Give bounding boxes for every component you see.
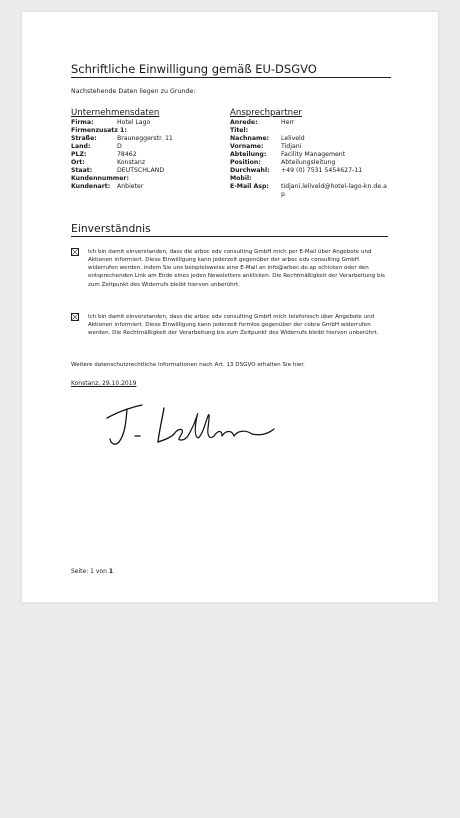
field-value: Brauneggerstr. 11 [117,134,173,142]
field-label: Straße: [71,134,97,142]
field-label: Staat: [71,166,93,174]
field-value: +49 (0) 7531 5454627-11 [281,166,363,174]
field-label: Abteilung: [230,150,267,158]
contact-field-row [230,135,390,143]
company-field-row [71,143,213,151]
company-field-row [71,183,213,191]
document-page [22,12,438,602]
consent-phone-text: Ich bin damit einverstanden, dass die arboc edv consulting GmbH mich telefonisch über Angebote und Aktionen informiert. Diese Einwilligung kann jederzeit formlos gegenüber der cobra GmbH widerrufen werden. Die Rechtmäßigkeit der Verarbeitung bis zum Zeitpunkt des Widerrufs bleibt hiervon unberührt. [88,314,379,337]
place-date: Konstanz, 29.10.2019 [71,380,137,387]
field-value: Leliveld [281,134,305,142]
field-label: Ort: [71,158,85,166]
field-label: PLZ: [71,150,87,158]
field-value: Herr [281,119,295,126]
field-value: Anbieter [117,182,144,190]
field-label: Durchwahl: [230,166,270,174]
contact-field-row [230,119,390,127]
field-label: Position: [230,158,261,166]
field-label: Nachname: [230,134,270,142]
consent-phone-checkbox[interactable] [71,313,79,321]
contact-email-value: tidjani.leliveld@hotel-lago-kn.de.ap [281,182,387,198]
field-label: Anrede: [230,119,258,126]
contact-field-row [230,143,390,151]
field-value [117,175,213,183]
consent-heading: Einverständnis [71,222,388,237]
consent-email-text: Ich bin damit einverstanden, dass die arboc edv consulting GmbH mich per E-Mail über Angebote und Aktionen informiert. Diese Einwilligung kann jederzeit gegenüber der arboc edv consulting GmbH widerrufen werden, indem Sie uns beispielsweise eine E-Mail an info@arboc.de.ap schicken oder den entsprechenden Link am Ende eines jeden Newsletters anklicken. Die Rechtmäßigkeit der Verarbeitung bis zum Zeitpunkt des Widerrufs bleibt hiervon unberührt. [88,249,385,288]
company-data-section [71,108,213,191]
contact-person-heading: Ansprechpartner [230,108,302,118]
field-value: D [117,142,122,150]
contact-field-row [230,151,390,159]
company-field-row [71,127,213,135]
page-number-total: 1 [108,568,113,575]
page-number-label: Seite: 1 von [71,568,107,575]
field-value: Abteilungsleitung [281,158,336,166]
contact-field-row [230,183,390,199]
contact-field-row [230,159,390,167]
field-value: 78462 [117,150,137,158]
field-label: Land: [71,142,91,150]
field-value: Hotel Lago [117,119,151,126]
document-title: Schriftliche Einwilligung gemäß EU-DSGVO [71,62,391,78]
field-value: Tidjani [281,142,302,150]
contact-person-section [230,108,390,199]
contact-field-row [230,167,390,175]
page-footer [71,568,113,576]
field-label: Kundenart: [71,182,111,190]
field-label: Firmenzusatz 1: [71,126,127,134]
field-value: Facility Management [281,150,346,158]
field-value: DEUTSCHLAND [117,166,165,174]
contact-field-row [230,127,390,135]
company-field-row [71,135,213,143]
checkbox-cross-icon [72,314,78,320]
field-value [281,127,390,135]
field-label: Kundennummer: [71,174,129,182]
company-field-row [71,159,213,167]
company-field-row [71,119,213,127]
handwritten-signature [102,396,282,456]
field-label: Titel: [230,126,249,134]
company-data-heading: Unternehmensdaten [71,108,160,118]
field-value: Konstanz [117,158,146,166]
field-label: Vorname: [230,142,264,150]
intro-text: Nachstehende Daten liegen zu Grunde: [71,88,196,95]
field-label: E-Mail Asp: [230,182,269,190]
consent-email-checkbox[interactable] [71,248,79,256]
field-value [117,127,213,135]
company-field-row [71,167,213,175]
company-field-row [71,151,213,159]
company-field-row [71,175,213,183]
checkbox-cross-icon [72,249,78,255]
field-value [281,175,390,183]
field-label: Mobil: [230,174,252,182]
privacy-info-text: Weitere datenschutzrechtliche Informationen nach Art. 13 DSGVO erhalten Sie hier. [71,362,305,368]
contact-field-row [230,175,390,183]
field-label: Firma: [71,119,94,126]
